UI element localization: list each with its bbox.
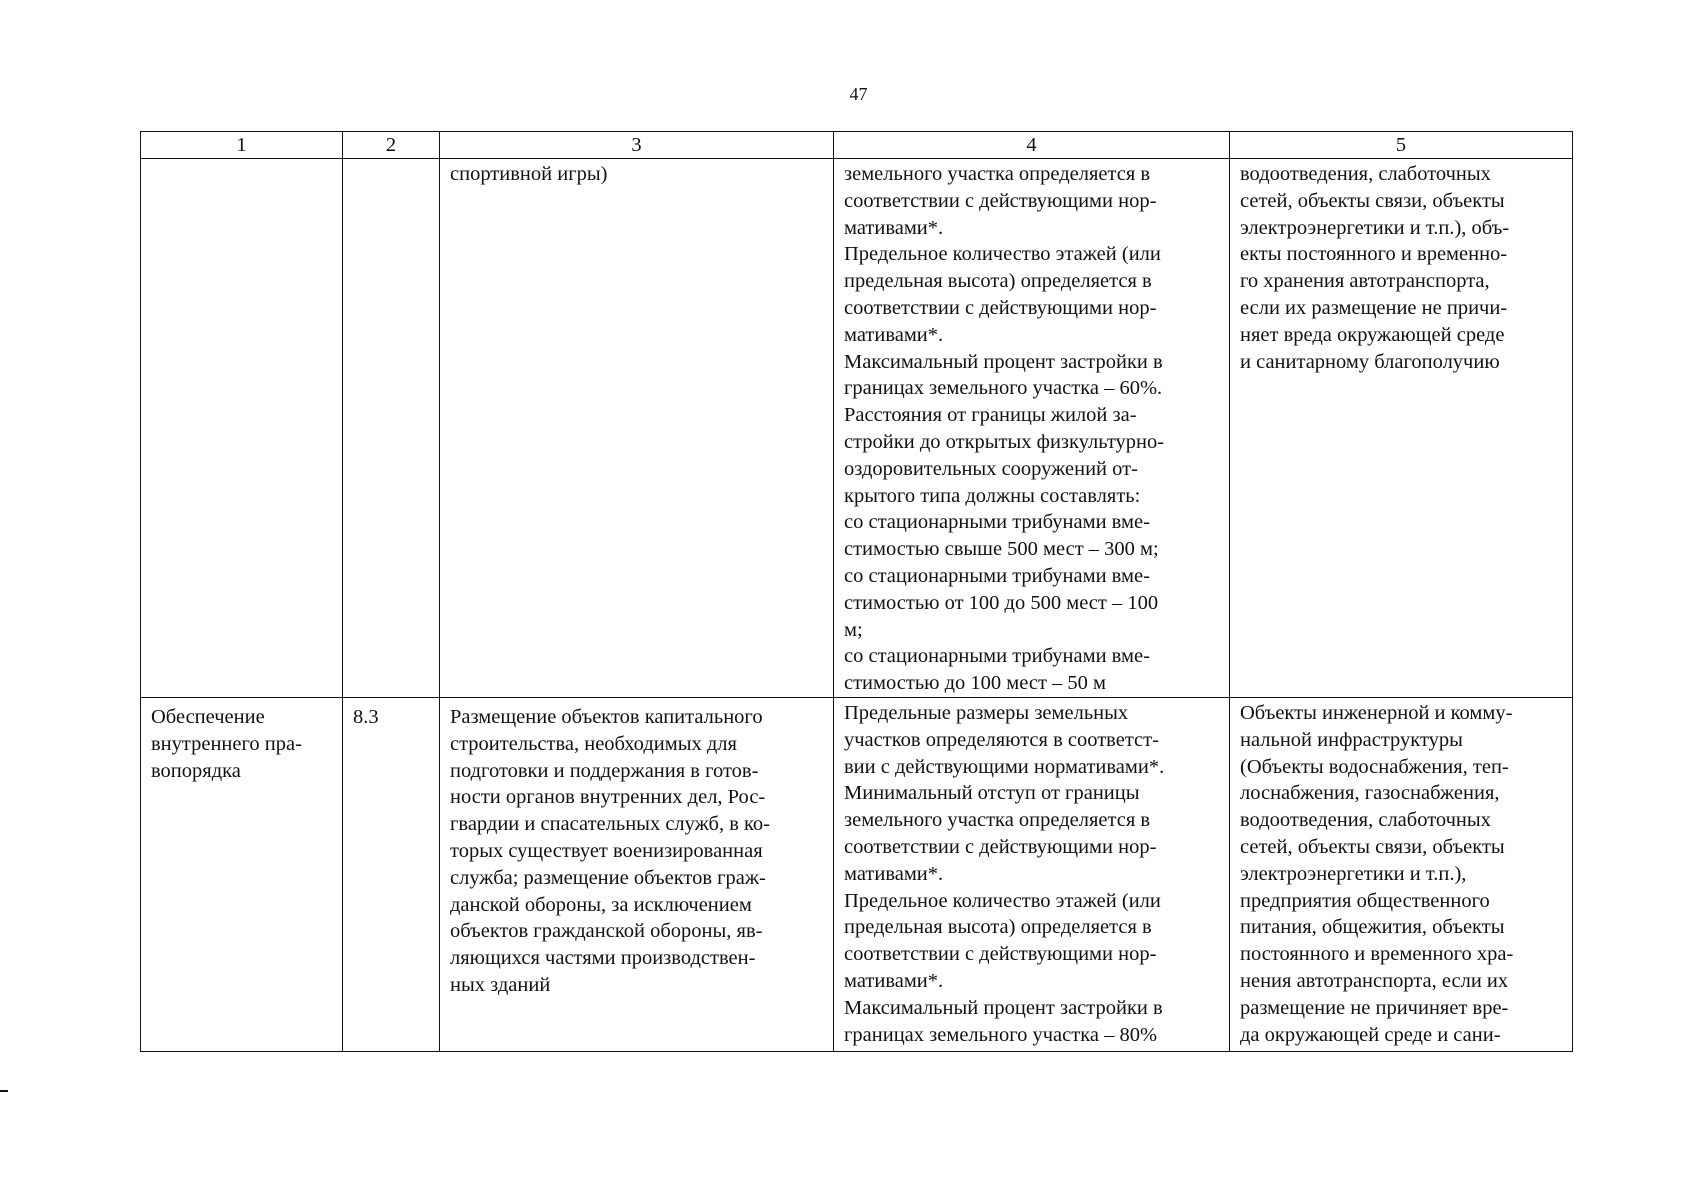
- cell-text-line: (Объекты водоснабжения, теп-: [1240, 755, 1509, 778]
- cell-text-line: соответствии с действующими нор-: [844, 296, 1157, 319]
- cell-text-line: сетей, объекты связи, объекты: [1240, 835, 1505, 858]
- cell-text-line: стройки до открытых физкультурно-: [844, 430, 1165, 453]
- cell-text-line: постоянного и временного хра-: [1240, 943, 1514, 966]
- cell-text-line: нения автотранспорта, если их: [1240, 969, 1509, 992]
- cell-text-line: и санитарному благополучию: [1240, 350, 1500, 373]
- cell-text-line: границах земельного участка – 80%: [844, 1023, 1158, 1046]
- cell-text-line: няет вреда окружающей среде: [1240, 323, 1505, 346]
- cell-text-line: стимостью до 100 мест – 50 м: [844, 672, 1107, 695]
- cell-text-line: стимостью от 100 до 500 мест – 100: [844, 591, 1159, 614]
- description-cell: [440, 159, 834, 698]
- cell-text-line: со стационарными трибунами вме-: [844, 511, 1150, 534]
- cell-text-line: электроэнергетики и т.п.), объ-: [1240, 216, 1510, 239]
- cell-text-line: мативами*.: [844, 969, 944, 992]
- cell-text-line: соответствии с действующими нор-: [844, 835, 1157, 858]
- cell-text-line: Максимальный процент застройки в: [844, 350, 1163, 373]
- cell-text-line: го хранения автотранспорта,: [1240, 270, 1490, 293]
- cell-text-line: Предельное количество этажей (или: [844, 243, 1161, 266]
- cell-text-line: питания, общежития, объекты: [1240, 916, 1505, 939]
- cell-text-line: объектов гражданской обороны, яв-: [450, 920, 763, 943]
- parameters-cell: [834, 159, 1230, 698]
- cell-text-line: да окружающей среде и сани-: [1240, 1023, 1501, 1046]
- cell-text-line: водоотведения, слаботочных: [1240, 163, 1491, 185]
- cell-text-line: Предельное количество этажей (или: [844, 889, 1161, 912]
- cell-text-line: ности органов внутренних дел, Рос-: [450, 786, 766, 809]
- cell-text-line: мативами*.: [844, 323, 944, 346]
- cell-text-line: Обеспечение: [151, 705, 265, 728]
- table-row: [141, 159, 1573, 698]
- cell-text-line: Объекты инженерной и комму-: [1240, 701, 1513, 724]
- table-header-row: [141, 132, 1573, 159]
- column-number-4: 4: [834, 132, 1230, 159]
- cell-text-line: со стационарными трибунами вме-: [844, 564, 1150, 587]
- cell-text-line: если их размещение не причи-: [1240, 296, 1508, 319]
- auxiliary-uses-cell: [1230, 159, 1573, 698]
- cell-text-line: соответствии с действующими нор-: [844, 943, 1157, 966]
- cell-text-line: водоотведения, слаботочных: [1240, 809, 1491, 832]
- column-number-1: 1: [141, 132, 343, 159]
- cell-text-line: мативами*.: [844, 862, 944, 885]
- cell-text-line: спортивной игры): [450, 163, 608, 185]
- cell-text-line: м;: [844, 618, 863, 641]
- code-cell: [343, 159, 440, 698]
- cell-text-line: предприятия общественного: [1240, 889, 1490, 912]
- cell-text-line: предельная высота) определяется в: [844, 916, 1152, 939]
- parameters-cell: [834, 697, 1230, 1051]
- cell-text-line: электроэнергетики и т.п.),: [1240, 862, 1467, 885]
- cell-text-line: Максимальный процент застройки в: [844, 996, 1163, 1019]
- cell-text-line: участков определяются в соответст-: [844, 728, 1159, 751]
- cell-text-line: данской обороны, за исключением: [450, 893, 752, 916]
- land-use-table: [140, 131, 1573, 1052]
- cell-text-line: размещение не причиняет вре-: [1240, 996, 1509, 1019]
- cell-text-line: торых существует военизированная: [450, 839, 763, 862]
- cell-text-line: Предельные размеры земельных: [844, 701, 1129, 724]
- cell-text-line: мативами*.: [844, 216, 944, 239]
- cell-text-line: Размещение объектов капитального: [450, 705, 763, 728]
- cell-text-line: сетей, объекты связи, объекты: [1240, 189, 1505, 212]
- table-row: [141, 697, 1573, 1051]
- cell-text-line: оздоровительных сооружений от-: [844, 457, 1138, 480]
- cell-text-line: стимостью свыше 500 мест – 300 м;: [844, 538, 1159, 561]
- auxiliary-uses-cell: [1230, 697, 1573, 1051]
- cell-text-line: крытого типа должны составлять:: [844, 484, 1141, 507]
- column-number-5: 5: [1230, 132, 1573, 159]
- column-number-2: 2: [343, 132, 440, 159]
- cell-text-line: ляющихся частями производствен-: [450, 947, 756, 970]
- cell-text-line: границах земельного участка – 60%.: [844, 377, 1163, 400]
- cell-text-line: ных зданий: [450, 973, 551, 996]
- code-cell: [343, 697, 440, 1051]
- use-type-cell: [141, 159, 343, 698]
- cell-text-line: подготовки и поддержания в готов-: [450, 759, 759, 782]
- use-type-cell: [141, 697, 343, 1051]
- cell-text-line: екты постоянного и временно-: [1240, 243, 1508, 266]
- cell-text-line: Расстояния от границы жилой за-: [844, 404, 1137, 427]
- cell-text-line: нальной инфраструктуры: [1240, 728, 1463, 751]
- cell-text-line: лоснабжения, газоснабжения,: [1240, 782, 1500, 805]
- cell-text-line: Минимальный отступ от границы: [844, 782, 1140, 805]
- cell-text-line: соответствии с действующими нор-: [844, 189, 1157, 212]
- cell-text-line: внутреннего пра-: [151, 732, 302, 755]
- margin-mark: [0, 1090, 8, 1092]
- cell-text-line: со стационарными трибунами вме-: [844, 645, 1150, 668]
- cell-text-line: вии с действующими нормативами*.: [844, 755, 1165, 778]
- page-number: 47: [849, 84, 868, 104]
- cell-text-line: строительства, необходимых для: [450, 732, 737, 755]
- cell-text-line: вопорядка: [151, 759, 241, 782]
- cell-text-line: гвардии и спасательных служб, в ко-: [450, 813, 771, 836]
- column-number-3: 3: [440, 132, 834, 159]
- cell-text-line: предельная высота) определяется в: [844, 270, 1152, 293]
- cell-text-line: земельного участка определяется в: [844, 163, 1151, 185]
- cell-text-line: 8.3: [353, 705, 379, 728]
- description-cell: [440, 697, 834, 1051]
- cell-text-line: служба; размещение объектов граж-: [450, 866, 766, 889]
- cell-text-line: земельного участка определяется в: [844, 809, 1151, 832]
